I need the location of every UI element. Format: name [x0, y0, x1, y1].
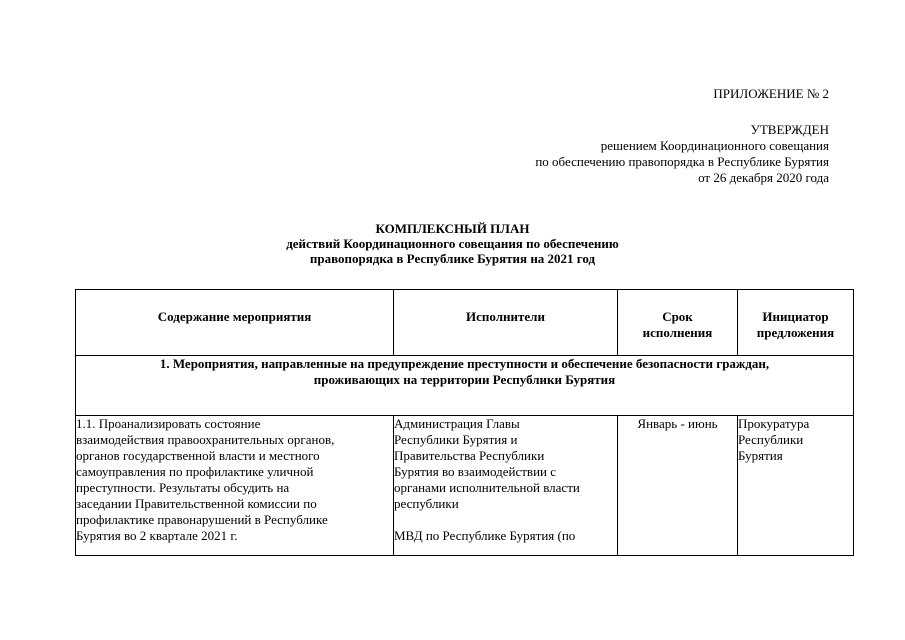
plan-title	[0, 221, 905, 266]
header-content-label: Содержание мероприятия	[157, 309, 312, 324]
annex-number: ПРИЛОЖЕНИЕ № 2	[713, 86, 829, 101]
initiator-line: Республики	[738, 432, 804, 447]
executor-line: МВД по Республике Бурятия (по	[394, 528, 576, 543]
content-line: Бурятия во 2 квартале 2021 г.	[76, 528, 238, 543]
table-header-row	[76, 290, 854, 356]
approval-block	[535, 86, 829, 186]
cell-initiator	[738, 416, 854, 556]
content-line: взаимодействия правоохранительных органов,	[76, 432, 335, 447]
header-initiator-line-2: предложения	[756, 325, 835, 340]
plan-table	[75, 289, 854, 556]
executor-line: республики	[394, 496, 459, 511]
header-initiator	[738, 290, 854, 356]
initiator-line: Прокуратура	[738, 416, 810, 431]
executor-line: Администрация Главы	[394, 416, 520, 431]
header-period	[618, 290, 738, 356]
plan-title-line-1: КОМПЛЕКСНЫЙ ПЛАН	[375, 221, 530, 236]
cell-content	[76, 416, 394, 556]
approval-line-1: решением Координационного совещания	[600, 138, 829, 153]
content-line: профилактике правонарушений в Республике	[76, 512, 328, 527]
header-initiator-line-1: Инициатор	[762, 309, 829, 324]
cell-period	[618, 416, 738, 556]
header-executors	[394, 290, 618, 356]
cell-executors	[394, 416, 618, 556]
content-line: органов государственной власти и местного	[76, 448, 320, 463]
period-value: Январь - июнь	[637, 416, 718, 431]
executor-line: Правительства Республики	[394, 448, 545, 463]
header-content	[76, 290, 394, 356]
content-line: заседании Правительственной комиссии по	[76, 496, 317, 511]
header-period-line-2: исполнения	[642, 325, 713, 340]
executor-line: Республики Бурятия и	[394, 432, 518, 447]
initiator-line: Бурятия	[738, 448, 783, 463]
content-line: 1.1. Проанализировать состояние	[76, 416, 261, 431]
approval-date: от 26 декабря 2020 года	[698, 170, 829, 185]
content-line: преступности. Результаты обсудить на	[76, 480, 290, 495]
approval-line-2: по обеспечению правопорядка в Республике Бурятия	[535, 154, 829, 169]
section-heading-line-1: 1. Мероприятия, направленные на предупреждение преступности и обеспечение безопасности граждан,	[159, 356, 770, 371]
header-executors-label: Исполнители	[466, 309, 545, 324]
plan-title-line-3: правопорядка в Республике Бурятия на 2021 год	[309, 251, 596, 266]
executor-spacer	[394, 512, 617, 528]
section-heading	[76, 356, 854, 416]
plan-title-line-2: действий Координационного совещания по обеспечению	[286, 236, 619, 251]
section-row	[76, 356, 854, 416]
executor-line: Бурятия во взаимодействии с	[394, 464, 557, 479]
approved-label: УТВЕРЖДЕН	[750, 122, 829, 137]
section-heading-line-2: проживающих на территории Республики Бурятия	[313, 372, 616, 387]
table-row	[76, 416, 854, 556]
executor-line: органами исполнительной власти	[394, 480, 580, 495]
content-line: самоуправления по профилактике уличной	[76, 464, 314, 479]
header-period-line-1: Срок	[662, 309, 693, 324]
